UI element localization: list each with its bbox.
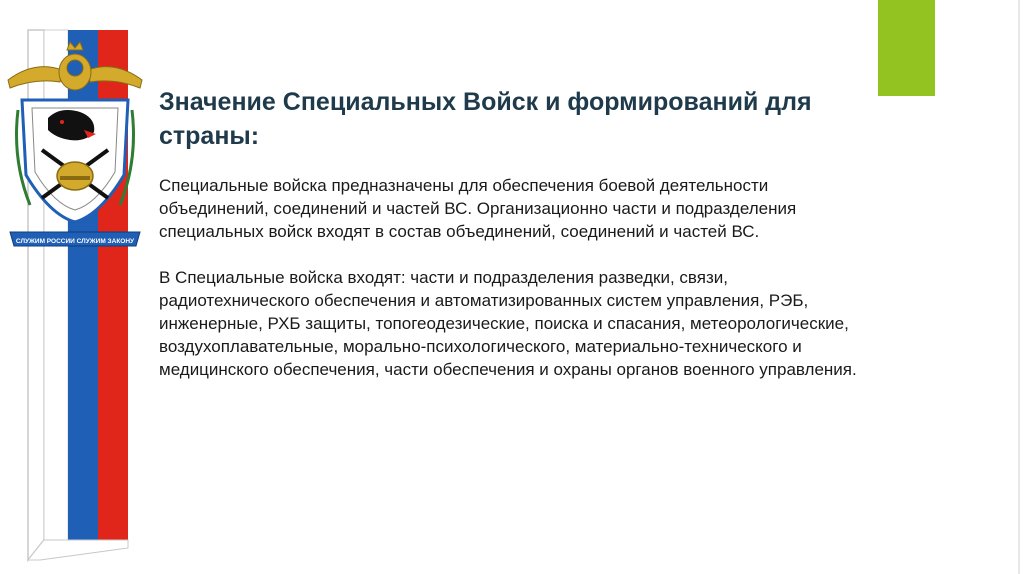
accent-green-block <box>878 0 935 96</box>
body-paragraph: В Специальные войска входят: части и подразделения разведки, связи, радиотехнического обеспечения и автоматизированных систем управления, РЭБ, инженерные, РХБ защиты, топогеодезические, поиска и спасания, метеорологические, воздухоплавательные, морально-психологического, материально-технического и медицинского обеспечения, части обеспечения и охраны органов военного управления. <box>159 268 857 379</box>
page-title: Значение Специальных Войск и формирований для страны: <box>159 88 812 150</box>
slide-body <box>159 174 879 381</box>
slide-edge-line <box>1018 0 1020 574</box>
body-paragraph: Специальные войска предназначены для обеспечения боевой деятельности объединений, соединений и частей ВС. Организационно части и подразделения специальных войск входят в состав объединений, соединений и частей ВС. <box>159 176 797 241</box>
flag-ribbon-icon <box>0 0 150 574</box>
emblem-ribbon-text: СЛУЖИМ РОССИИ СЛУЖИМ ЗАКОНУ <box>15 238 135 245</box>
